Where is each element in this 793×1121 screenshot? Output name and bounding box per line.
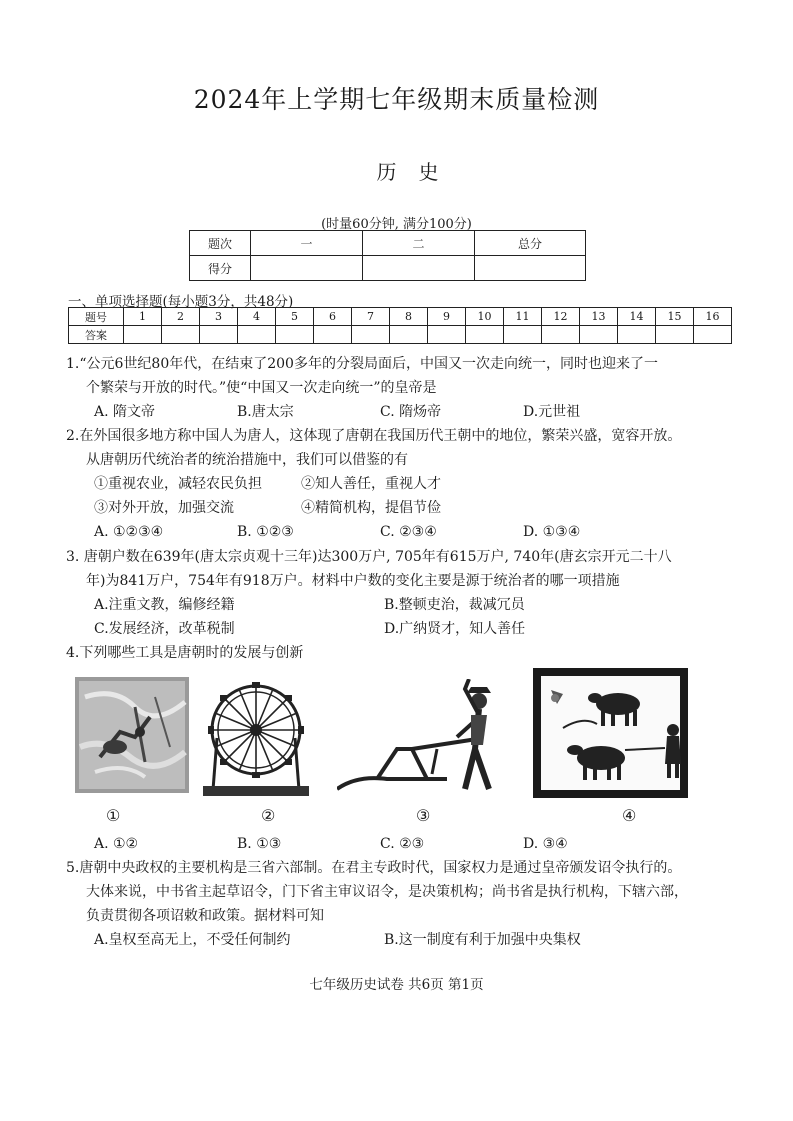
question-4-options (94, 832, 666, 856)
question-number: 7 (352, 308, 390, 326)
option-d[interactable]: D. ③④ (523, 836, 568, 852)
statement-item: ④精简机构，提倡节俭 (301, 500, 441, 516)
question-text: 2.在外国很多地方称中国人为唐人，这体现了唐朝在我国历代王朝中的地位，繁荣兴盛，宽容开放。 (66, 428, 682, 444)
question-number: 2 (162, 308, 200, 326)
option-a[interactable]: A.注重文教，编修经籍 (94, 597, 235, 613)
question-text: 年)为841万户，754年有918万户。材料中户数的变化主要是源于统治者的哪一项措施 (86, 573, 620, 589)
question-2 (66, 424, 732, 472)
score-header-cell: 总分 (475, 231, 586, 256)
answer-cell[interactable] (656, 326, 694, 344)
image-label: ① (106, 806, 121, 825)
question-number: 4 (238, 308, 276, 326)
question-2-items (94, 472, 441, 496)
option-b[interactable]: B.这一制度有利于加强中央集权 (384, 932, 581, 948)
option-a[interactable]: A. ①② (94, 836, 139, 852)
question-1-options (94, 400, 666, 424)
question-number: 12 (542, 308, 580, 326)
answer-cell[interactable] (694, 326, 732, 344)
option-b[interactable]: B. ①②③ (237, 524, 294, 540)
option-b[interactable]: B.整顿吏治，裁减冗员 (384, 597, 525, 613)
question-text: 5.唐朝中央政权的主要机构是三省六部制。在君主专政时代，国家权力是通过皇帝颁发诏令执行的。 (66, 860, 682, 876)
question-3 (66, 545, 732, 593)
answer-cell[interactable] (390, 326, 428, 344)
image-label: ② (261, 806, 276, 825)
subject-title: 历史 (376, 160, 461, 184)
answer-cell[interactable] (200, 326, 238, 344)
score-header-cell: 二 (363, 231, 475, 256)
tool-image-3 (337, 679, 517, 795)
answer-cell[interactable] (618, 326, 656, 344)
tool-image-2 (203, 678, 309, 796)
option-a[interactable]: A.皇权至高无上，不受任何制约 (94, 932, 291, 948)
option-d[interactable]: D.元世祖 (523, 404, 581, 420)
option-c[interactable]: C.发展经济，改革税制 (94, 621, 235, 637)
image-label: ④ (622, 806, 637, 825)
question-number: 1 (124, 308, 162, 326)
question-3-options (94, 617, 674, 641)
score-header-cell: 一 (251, 231, 363, 256)
score-table (189, 230, 586, 281)
option-c[interactable]: C. ②③④ (380, 524, 437, 540)
option-d[interactable]: D.广纳贤才，知人善任 (384, 621, 526, 637)
option-b[interactable]: B. ①③ (237, 836, 282, 852)
question-1 (66, 352, 732, 400)
answer-cell[interactable] (238, 326, 276, 344)
question-number: 10 (466, 308, 504, 326)
answer-header-label: 题号 (69, 308, 124, 326)
option-a[interactable]: A. 隋文帝 (94, 404, 156, 420)
answer-cell[interactable] (124, 326, 162, 344)
score-cell[interactable] (475, 256, 586, 281)
exam-title: 2024年上学期七年级期末质量检测 (193, 85, 600, 114)
question-number: 8 (390, 308, 428, 326)
answer-cell[interactable] (542, 326, 580, 344)
question-number: 3 (200, 308, 238, 326)
question-5 (66, 856, 732, 928)
question-number: 6 (314, 308, 352, 326)
time-note: (时量60分钟, 满分100分) (321, 217, 472, 232)
answer-table (68, 307, 732, 344)
answer-cell[interactable] (428, 326, 466, 344)
question-text: 1.“公元6世纪80年代，在结束了200多年的分裂局面后，中国又一次走向统一，同时也迎来了一 (66, 356, 658, 372)
question-number: 13 (580, 308, 618, 326)
answer-cell[interactable] (276, 326, 314, 344)
tool-image-4 (533, 668, 688, 798)
statement-item: ①重视农业，减轻农民负担 (94, 476, 262, 492)
question-number: 15 (656, 308, 694, 326)
option-c[interactable]: C. 隋炀帝 (380, 404, 442, 420)
tool-image-1 (75, 677, 189, 793)
question-number: 14 (618, 308, 656, 326)
page-footer: 七年级历史试卷 共6页 第1页 (309, 977, 484, 993)
question-text: 大体来说，中书省主起草诏令，门下省主审议诏令，是决策机构；尚书省是执行机构，下辖六部， (86, 884, 688, 900)
question-text: 3. 唐朝户数在639年(唐太宗贞观十三年)达300万户, 705年有615万户, 740年(唐玄宗开元二十八 (66, 549, 672, 565)
answer-cell[interactable] (314, 326, 352, 344)
answer-cell[interactable] (466, 326, 504, 344)
question-text: 从唐朝历代统治者的统治措施中，我们可以借鉴的有 (86, 452, 408, 468)
score-header-cell: 题次 (190, 231, 251, 256)
statement-item: ③对外开放，加强交流 (94, 500, 234, 516)
score-cell[interactable] (251, 256, 363, 281)
option-d[interactable]: D. ①③④ (523, 524, 581, 540)
question-2-items (94, 496, 441, 520)
score-row-label: 得分 (190, 256, 251, 281)
section-heading: 一、单项选择题(每小题3分，共48分) (68, 294, 294, 310)
statement-item: ②知人善任，重视人才 (301, 476, 441, 492)
question-text: 个繁荣与开放的时代。”使“中国又一次走向统一”的皇帝是 (86, 380, 437, 396)
answer-row-label: 答案 (69, 326, 124, 344)
question-3-options (94, 593, 674, 617)
option-c[interactable]: C. ②③ (380, 836, 425, 852)
option-b[interactable]: B.唐太宗 (237, 404, 294, 420)
question-5-options (94, 928, 674, 952)
question-text: 负责贯彻各项诏敕和政策。据材料可知 (86, 908, 324, 924)
option-a[interactable]: A. ①②③④ (94, 524, 164, 540)
question-number: 16 (694, 308, 732, 326)
question-number: 11 (504, 308, 542, 326)
answer-cell[interactable] (352, 326, 390, 344)
question-number: 5 (276, 308, 314, 326)
score-cell[interactable] (363, 256, 475, 281)
question-text: 4.下列哪些工具是唐朝时的发展与创新 (66, 645, 304, 661)
question-number: 9 (428, 308, 466, 326)
question-4 (66, 641, 732, 665)
question-2-options (94, 520, 666, 544)
answer-cell[interactable] (162, 326, 200, 344)
answer-cell[interactable] (504, 326, 542, 344)
answer-cell[interactable] (580, 326, 618, 344)
image-label: ③ (416, 806, 431, 825)
